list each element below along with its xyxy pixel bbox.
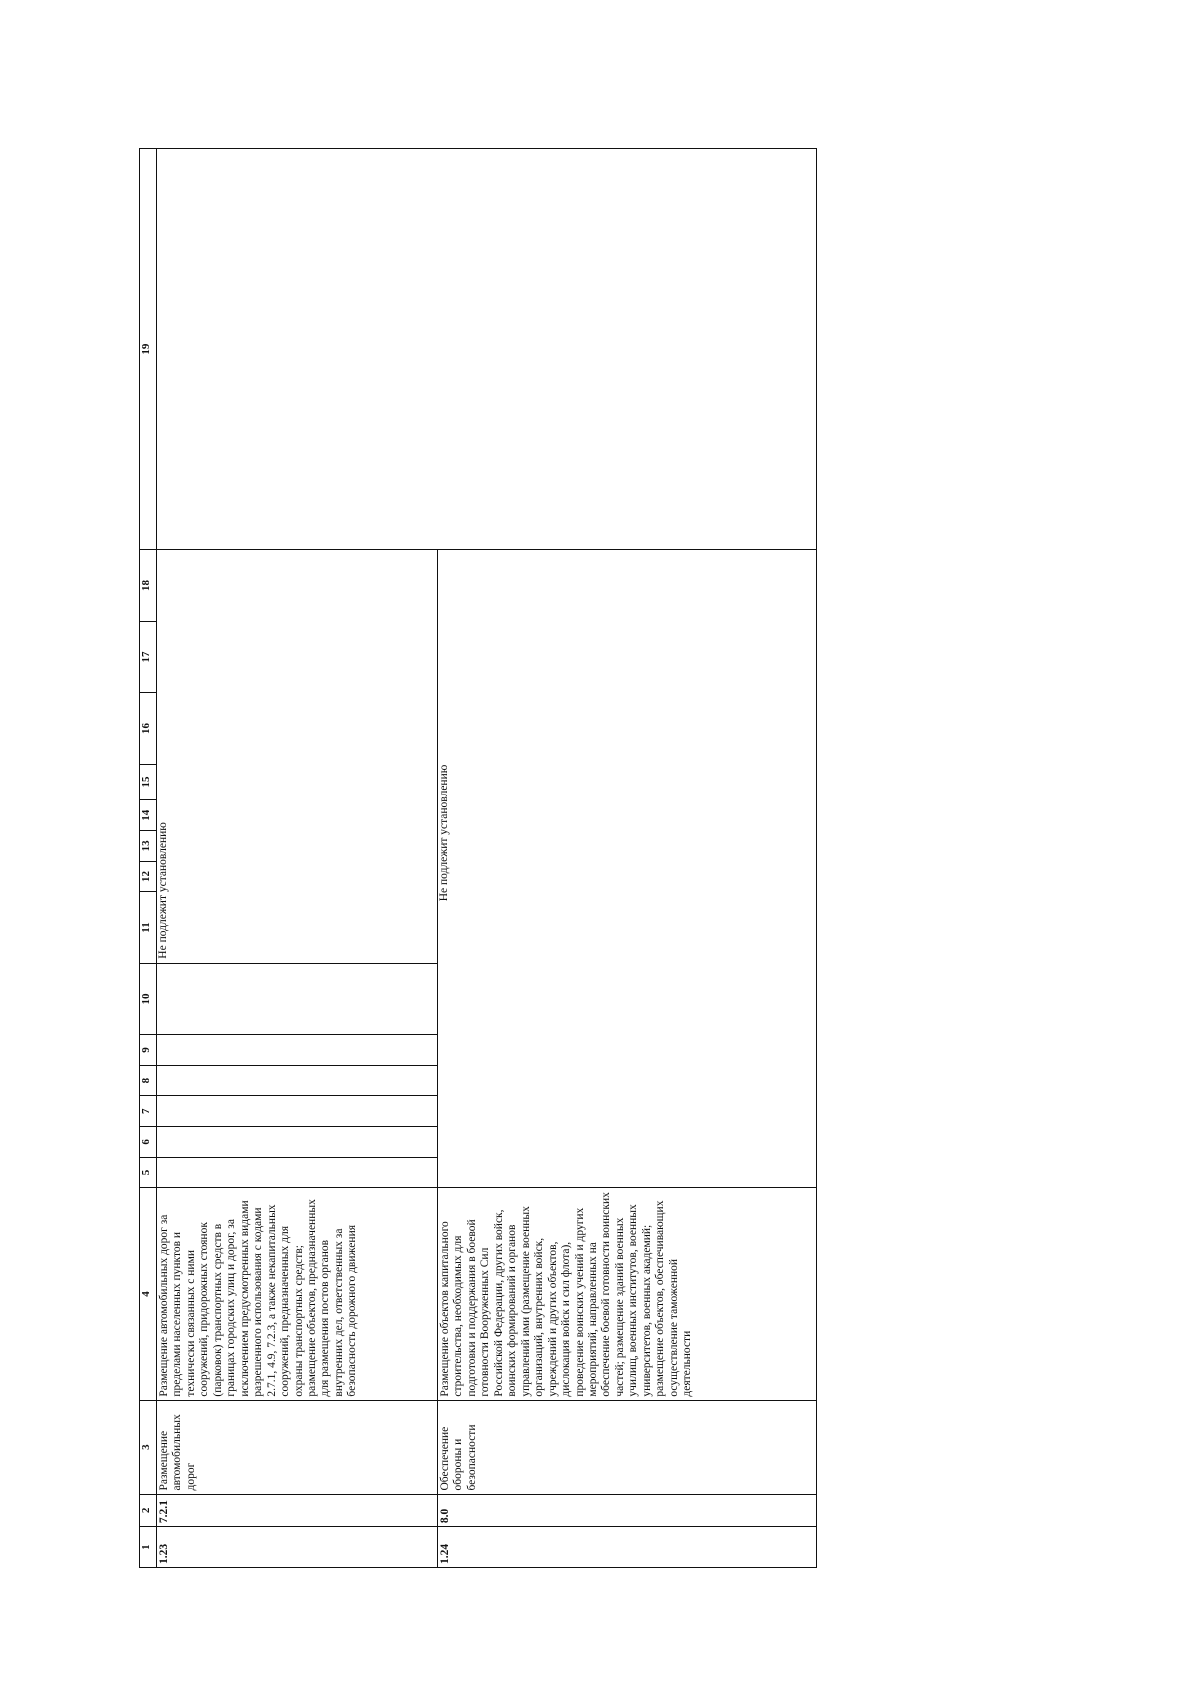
col-header-6: 6 xyxy=(140,1127,157,1158)
col-header-8: 8 xyxy=(140,1065,157,1096)
zoning-table xyxy=(139,148,817,1568)
col-header-5: 5 xyxy=(140,1157,157,1188)
status-text: Не подлежит установлению xyxy=(157,822,169,959)
use-name: Обеспечение обороны и безопасности xyxy=(438,1400,817,1494)
merged-status-cell xyxy=(157,550,438,963)
empty-cell xyxy=(157,1096,438,1127)
col-header-13: 13 xyxy=(140,831,157,862)
col-header-9: 9 xyxy=(140,1035,157,1066)
empty-cell xyxy=(157,1065,438,1096)
col-header-15: 15 xyxy=(140,764,157,800)
rotated-table-page xyxy=(139,148,919,1568)
col-header-3: 3 xyxy=(140,1400,157,1494)
empty-cell xyxy=(157,963,438,1034)
col-header-14: 14 xyxy=(140,800,157,831)
empty-cell xyxy=(157,1127,438,1158)
empty-cell xyxy=(157,1157,438,1188)
merged-status-cell xyxy=(438,550,817,1188)
row-number: 1.23 xyxy=(157,1527,438,1568)
empty-cell xyxy=(157,1035,438,1066)
status-text: Не подлежит установлению xyxy=(438,764,450,902)
col-header-11: 11 xyxy=(140,892,157,963)
use-code: 7.2.1 xyxy=(157,1494,438,1527)
col-header-19: 19 xyxy=(140,149,157,550)
col-header-2: 2 xyxy=(140,1494,157,1527)
col-header-4: 4 xyxy=(140,1188,157,1400)
col-header-7: 7 xyxy=(140,1096,157,1127)
use-code: 8.0 xyxy=(438,1494,817,1527)
table-row xyxy=(157,149,438,1568)
empty-cell xyxy=(157,149,817,550)
col-header-1: 1 xyxy=(140,1527,157,1568)
col-header-10: 10 xyxy=(140,963,157,1034)
col-header-18: 18 xyxy=(140,550,157,621)
col-header-12: 12 xyxy=(140,861,157,892)
col-header-16: 16 xyxy=(140,693,157,764)
use-name: Размещение автомобильных дорог xyxy=(157,1400,438,1494)
row-number: 1.24 xyxy=(438,1527,817,1568)
use-description: Размещение объектов капитального строительства, необходимых для подготовки и поддержания в боевой готовности Вооруженных Сил Российской Федерации, других войск, воинских формирований и органов управлений ими (размещение военных организаций, внутренних войск, учреждений и других объектов, дислокация войск и сил флота), проведение воинских учений и других мероприятий, направленных на обеспечение боевой готовности воинских частей; размещение зданий военных училищ, военных институтов, военных университетов, военных академий; размещение объектов, обеспечивающих осуществление таможенной деятельности xyxy=(438,1188,817,1400)
use-description: Размещение автомобильных дорог за пределами населенных пунктов и технически связанных с ними сооружений, придорожных стоянок (парковок) транспортных средств в границах городских улиц и дорог, за исключением предусмотренных видами разрешенного использования с кодами 2.7.1, 4.9, 7.2.3, а также некапитальных сооружений, предназначенных для охраны транспортных средств; размещение объектов, предназначенных для размещения постов органов внутренних дел, ответственных за безопасность дорожного движения xyxy=(157,1188,438,1400)
header-row xyxy=(140,149,157,1568)
col-header-17: 17 xyxy=(140,621,157,692)
